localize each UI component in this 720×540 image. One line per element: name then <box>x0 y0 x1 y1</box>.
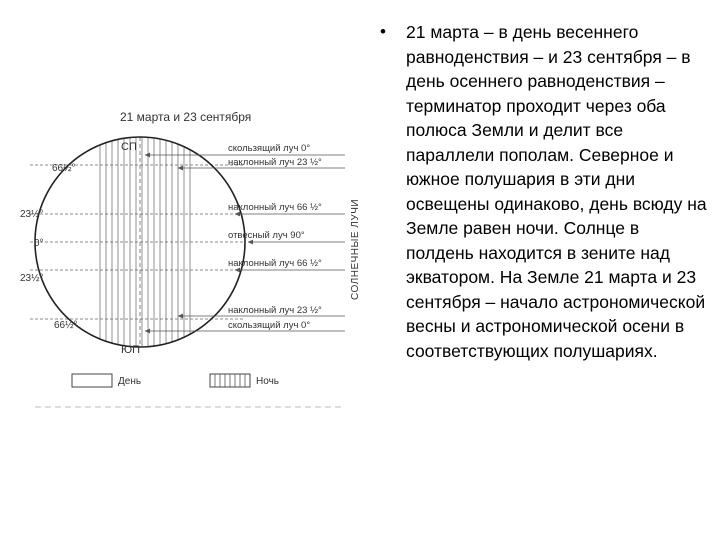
legend-night-label: Ночь <box>256 376 279 387</box>
ray-label-7: скользящий луч 0° <box>228 320 311 331</box>
bullet-mark: • <box>380 22 386 41</box>
ray-label-5: наклонный луч 66 ½° <box>228 258 322 269</box>
ray-label-2: наклонный луч 23 ½° <box>228 157 322 168</box>
legend-day-label: День <box>118 376 142 387</box>
ray-label-6: наклонный луч 23 ½° <box>228 305 322 316</box>
diagram-title: 21 марта и 23 сентября <box>120 110 252 124</box>
latitude-label-n23: 23½° <box>20 209 44 220</box>
latitude-label-s66: 66½° <box>54 320 78 331</box>
equinox-diagram <box>0 95 370 420</box>
ray-label-1: скользящий луч 0° <box>228 143 311 154</box>
south-pole-label: ЮП <box>121 344 141 356</box>
latitude-label-eq: 0° <box>34 238 44 249</box>
ray-label-4: отвесный луч 90° <box>228 230 305 241</box>
body-text: 21 марта – в день весеннего равноденствия – и 23 сентября – в день осеннего равноденствия – терминатор проходит через оба полюса Земли и делит все параллели пополам. Северное и южное полушария в эти дни освещены одинаково, день всюду на Земле равен ночи. Солнце в полдень находится в зените над экватором. На Земле 21 марта и 23 сентября – начало астрономической весны и астрономической осени в соответствующих полушариях. <box>406 22 707 361</box>
ray-label-3: наклонный луч 66 ½° <box>228 202 322 213</box>
legend-night-swatch <box>210 374 250 387</box>
solar-rays-side-label: СОЛНЕЧНЫЕ ЛУЧИ <box>350 198 361 300</box>
legend-day-swatch <box>72 374 112 387</box>
north-pole-label: СП <box>121 141 137 153</box>
parallels <box>30 165 245 319</box>
latitude-label-s23: 23½° <box>20 273 44 284</box>
latitude-label-n66: 66½° <box>52 163 76 174</box>
text-block <box>380 20 710 363</box>
night-hatching <box>100 130 190 350</box>
